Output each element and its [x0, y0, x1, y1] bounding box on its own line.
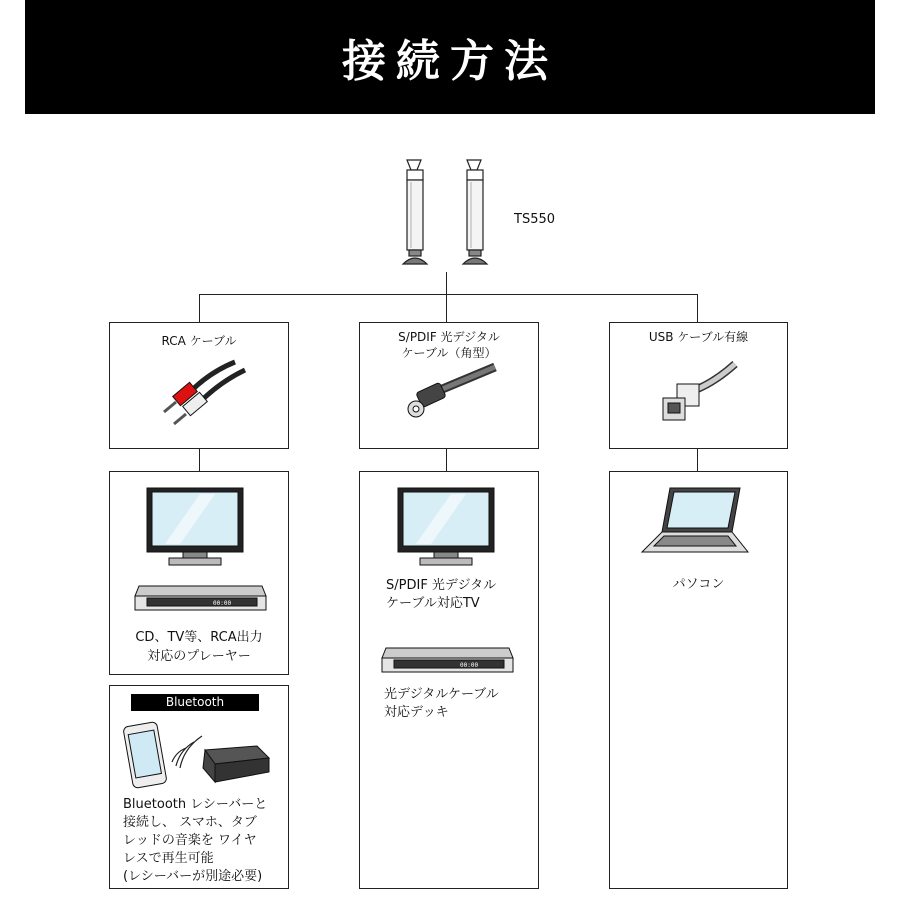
source-desc-optical-deck: 光デジタルケーブル 対応デッキ [384, 687, 499, 720]
optical-cable-icon [400, 365, 500, 430]
connector-optical [446, 294, 447, 322]
source-desc-rca: CD、TV等、RCA出力 対応のプレーヤー [135, 630, 263, 664]
connector-trunk [446, 272, 447, 294]
speaker-pair-icon [395, 150, 505, 270]
player-display-text: 00:00 [213, 600, 232, 607]
player-display-text: 00:00 [460, 662, 479, 669]
connector-usb-source [697, 449, 698, 471]
connector-optical-source [446, 449, 447, 471]
cable-label-rca: RCA ケーブル [161, 334, 237, 348]
connector-rca [199, 294, 200, 322]
tv-icon [396, 486, 496, 568]
bluetooth-receiver-icon [197, 742, 272, 787]
connector-rca-source [199, 449, 200, 471]
header-banner [25, 0, 875, 114]
connector-horizontal [199, 294, 697, 295]
usb-cable-icon [655, 362, 745, 432]
disc-player-icon [133, 584, 268, 612]
source-desc-usb: パソコン [672, 577, 725, 592]
bluetooth-badge: Bluetooth [131, 694, 259, 711]
smartphone-icon [124, 722, 168, 790]
source-desc-optical-tv: S/PDIF 光デジタル ケーブル対応TV [386, 578, 497, 611]
rca-cable-icon [150, 362, 250, 442]
connector-usb [697, 294, 698, 322]
disc-player-icon [380, 646, 515, 674]
device-name: TS550 [514, 212, 556, 227]
cable-label-usb: USB ケーブル有線 [648, 330, 749, 344]
page-title: 接続方法 [342, 36, 558, 87]
tv-icon [145, 486, 245, 568]
source-desc-bluetooth: Bluetooth レシーバーと 接続し、 スマホ、タブ レッドの音楽を ワイヤ レスで再生可能 (レシーバーが別途必要) [123, 797, 268, 884]
laptop-icon [640, 486, 750, 558]
cable-label-optical: S/PDIF 光デジタル ケーブル（角型） [398, 330, 500, 360]
